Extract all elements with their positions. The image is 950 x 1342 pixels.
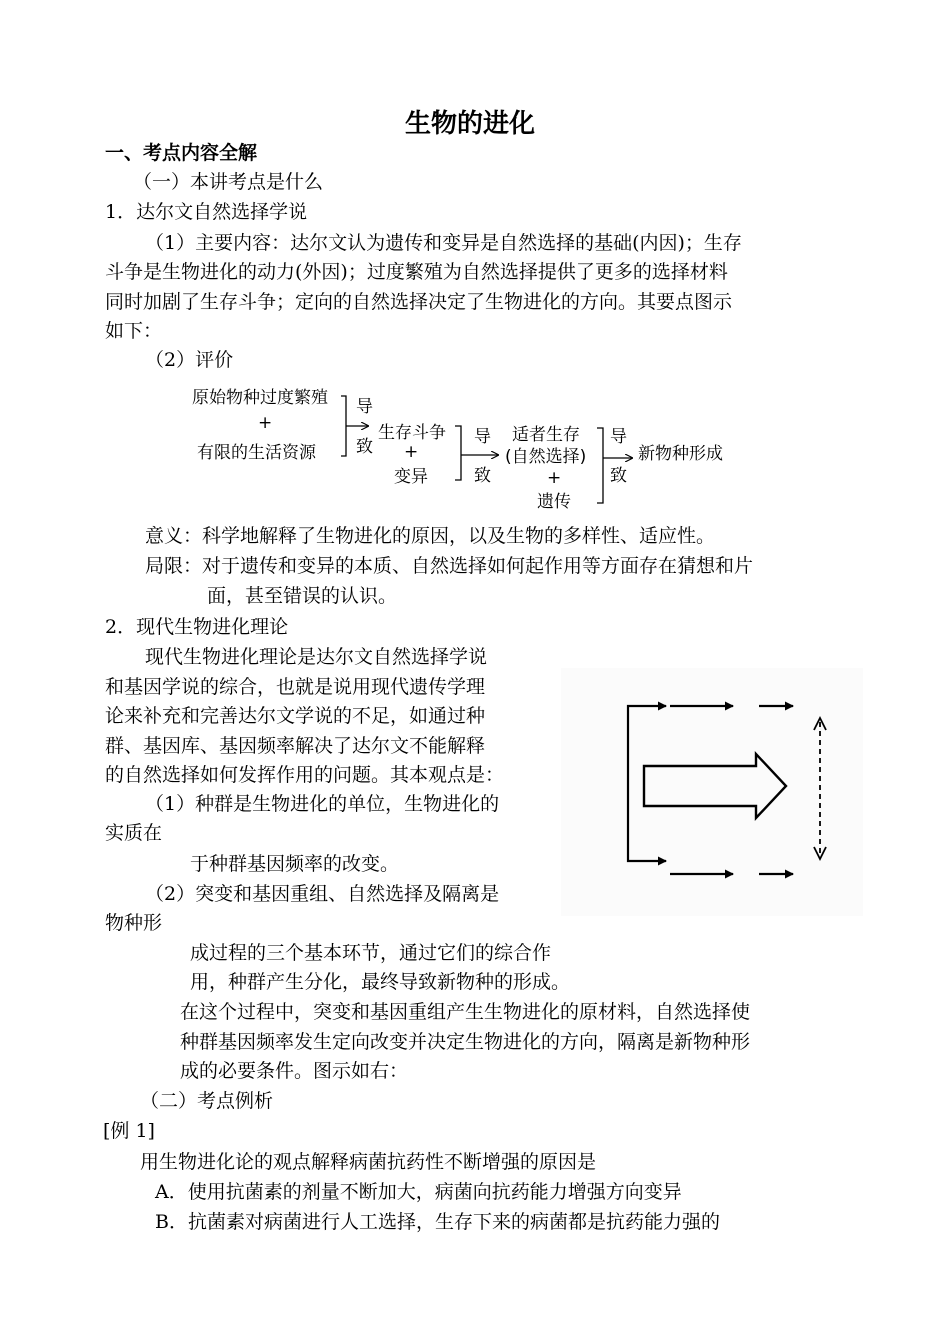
diagram-node: 适者生存 — [512, 425, 580, 445]
paragraph-line: 用，种群产生分化，最终导致新物种的形成。 — [190, 971, 571, 993]
paragraph-line: 在这个过程中，突变和基因重组产生生物进化的原材料，自然选择使 — [180, 1001, 751, 1023]
option-a: A．使用抗菌素的剂量不断加大，病菌向抗药能力增强方向变异 — [155, 1181, 682, 1203]
diagram-node: 有限的生活资源 — [197, 443, 316, 463]
evaluation-heading: （2）评价 — [145, 349, 234, 371]
paragraph-line: （1）种群是生物进化的单位，生物进化的 — [145, 793, 500, 815]
question-stem: 用生物进化论的观点解释病菌抗药性不断增强的原因是 — [140, 1151, 597, 1173]
darwin-bracket-3 — [597, 428, 632, 503]
paragraph-line: 同时加剧了生存斗争；定向的自然选择决定了生物进化的方向。其要点图示 — [105, 291, 733, 313]
paragraph-line: 成过程的三个基本环节，通过它们的综合作 — [190, 942, 552, 964]
paragraph-line: 群、基因库、基因频率解决了达尔文不能解释 — [105, 735, 486, 757]
diagram-lead: 致 — [610, 466, 627, 486]
darwin-bracket-1 — [341, 396, 368, 456]
paragraph-line: 如下： — [105, 320, 163, 342]
paragraph-line: 现代生物进化理论是达尔文自然选择学说 — [145, 646, 488, 668]
paragraph-line: 成的必要条件。图示如右： — [180, 1060, 409, 1082]
diagram-plus: + — [547, 468, 562, 488]
diagram-plus: + — [404, 442, 419, 462]
example-label: [例 1] — [103, 1120, 155, 1142]
diagram-node: 生存斗争 — [378, 423, 446, 443]
item-heading: 2．现代生物进化理论 — [105, 616, 289, 638]
paragraph-line: 和基因学说的综合，也就是说用现代遗传学理 — [105, 676, 486, 698]
diagram-node: (自然选择) — [505, 447, 587, 467]
diagram-node: 新物种形成 — [638, 444, 723, 464]
item-heading: 1．达尔文自然选择学说 — [105, 201, 308, 223]
paragraph-line: 物种形 — [105, 912, 163, 934]
paragraph-line: 局限：对于遗传和变异的本质、自然选择如何起作用等方面存在猜想和片 — [145, 555, 754, 577]
option-b: B．抗菌素对病菌进行人工选择，生存下来的病菌都是抗药能力强的 — [155, 1211, 720, 1233]
paragraph-line: （2）突变和基因重组、自然选择及隔离是 — [145, 883, 500, 905]
subsection-heading: （一）本讲考点是什么 — [133, 171, 324, 193]
section-heading: 一、考点内容全解 — [105, 142, 258, 164]
page-title: 生物的进化 — [405, 109, 536, 139]
diagram-node: 遗传 — [537, 492, 571, 512]
diagram-lead: 致 — [474, 466, 491, 486]
subsection-heading: （二）考点例析 — [140, 1090, 274, 1112]
diagram-lead: 导 — [474, 427, 491, 447]
diagram-node: 原始物种过度繁殖 — [192, 388, 328, 408]
diagram-lead: 导 — [356, 397, 373, 417]
paragraph-line: 面，甚至错误的认识。 — [207, 585, 398, 607]
darwin-bracket-2 — [455, 426, 498, 480]
paragraph-line: 斗争是生物进化的动力(外因)；过度繁殖为自然选择提供了更多的选择材料 — [105, 261, 728, 283]
diagram-lead: 致 — [356, 437, 373, 457]
paragraph-line: 的自然选择如何发挥作用的问题。其本观点是： — [105, 764, 505, 786]
paragraph-line: 于种群基因频率的改变。 — [190, 853, 400, 875]
diagram-node: 变异 — [394, 467, 428, 487]
paragraph-line: 意义：科学地解释了生物进化的原因，以及生物的多样性、适应性。 — [145, 525, 716, 547]
paragraph-line: 论来补充和完善达尔文学说的不足，如通过种 — [105, 705, 486, 727]
diagram-lead: 导 — [610, 427, 627, 447]
paragraph-line: （1）主要内容：达尔文认为遗传和变异是自然选择的基础(内因)；生存 — [145, 232, 742, 254]
paragraph-line: 实质在 — [105, 822, 163, 844]
paragraph-line: 种群基因频率发生定向改变并决定生物进化的方向，隔离是新物种形 — [180, 1031, 751, 1053]
diagram-plus: + — [258, 413, 273, 433]
